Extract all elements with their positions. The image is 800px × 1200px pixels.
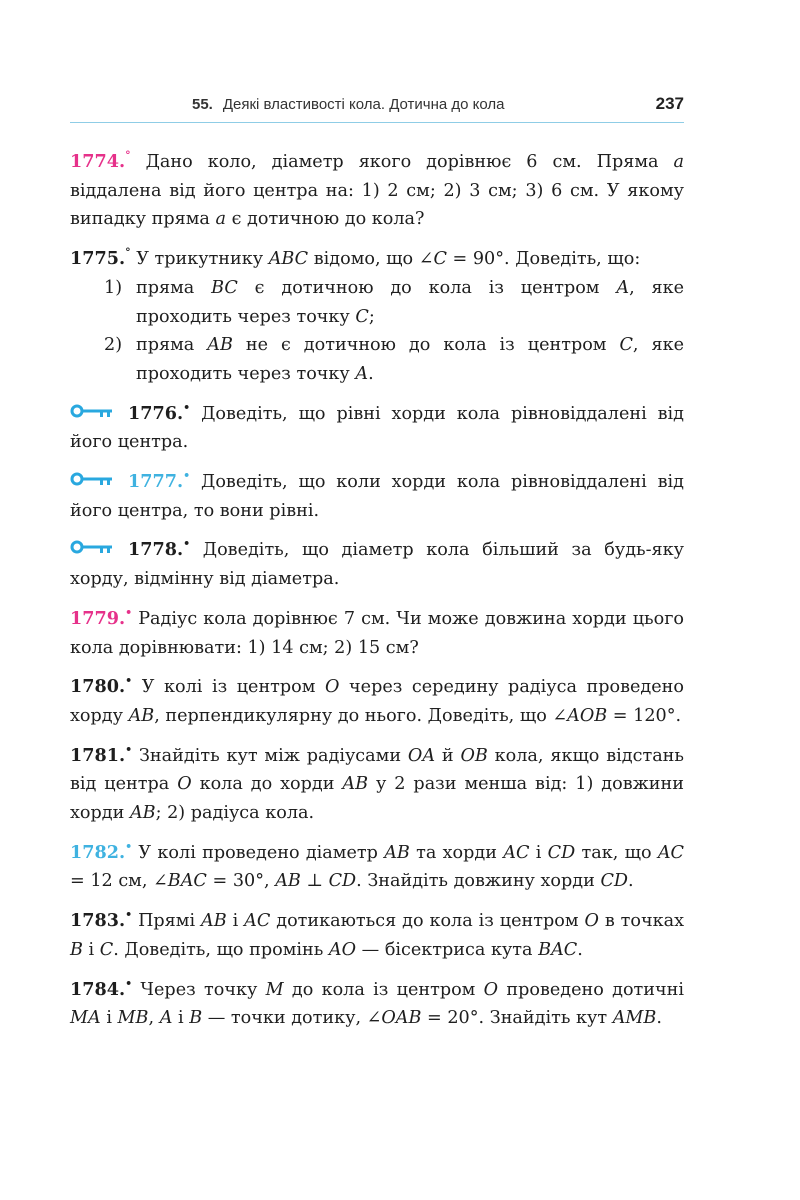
difficulty-mark: • <box>125 605 133 619</box>
problem-number: 1781. <box>70 744 126 766</box>
difficulty-mark: • <box>183 400 191 414</box>
problem-1775 <box>70 239 684 389</box>
problem-1778 <box>70 530 684 593</box>
subitem <box>70 331 684 388</box>
problem-number: 1777. <box>128 471 184 493</box>
problem-text: У трикутнику ABC відомо, що ∠C = 90°. Доведіть, що: <box>136 249 641 270</box>
problem-1774 <box>70 142 684 234</box>
problem-number: 1783. <box>70 910 126 932</box>
subitem-marker: 1) <box>104 277 123 298</box>
key-icon <box>70 535 114 549</box>
problem-text: У колі проведено діаметр AB та хорди AC і CD так, що AC = 12 см, ∠BAC = 30°, AB ⊥ CD. Знайдіть довжину хорди CD. <box>70 842 684 892</box>
subitem-list <box>70 274 684 389</box>
problem-1780 <box>70 667 684 730</box>
difficulty-mark: • <box>125 976 133 990</box>
difficulty-mark: • <box>183 537 191 551</box>
subitem-text: пряма BC є дотичною до кола із центром A, яке проходить через точку C; <box>136 277 685 327</box>
subitem <box>70 274 684 331</box>
problem-number: 1774. <box>70 151 126 172</box>
problem-number: 1782. <box>70 841 126 863</box>
problem-number: 1780. <box>70 676 126 698</box>
page-number: 237 <box>655 94 684 113</box>
problem-number: 1776. <box>128 402 184 424</box>
key-icon <box>70 467 114 481</box>
problem-1782 <box>70 833 684 896</box>
problem-text: Доведіть, що коли хорди кола рівновіддалені від його центра, то вони рівні. <box>70 472 684 521</box>
difficulty-mark: • <box>125 908 133 922</box>
difficulty-mark: • <box>183 469 191 483</box>
problem-1779 <box>70 599 684 662</box>
difficulty-mark: ° <box>125 149 131 162</box>
problem-text: У колі із центром O через середину радіуса проведено хорду AB, перпендикулярну до нього. Доведіть, що ∠AOB = 120°. <box>70 677 684 726</box>
problem-1776 <box>70 394 684 457</box>
section-title: Деякі властивості кола. Дотична до кола <box>222 96 505 113</box>
problem-text: Прямі AB і AC дотикаються до кола із центром O в точках B і C. Доведіть, що промінь AO — бісектриса кута BAC. <box>70 911 685 960</box>
problem-text: Знайдіть кут між радіусами OA й OB кола, якщо відстань від центра O кола до хорди AB у 2 рази менша від: 1) довжини хорди AB; 2) радіуса кола. <box>70 745 684 824</box>
problem-number: 1779. <box>70 607 126 629</box>
problem-list <box>70 142 684 1038</box>
subitem-marker: 2) <box>104 335 123 356</box>
section-number: 55. <box>192 96 213 113</box>
problem-text: Доведіть, що діаметр кола більший за будь-яку хорду, відмінну від діаметра. <box>70 540 684 590</box>
problem-number: 1784. <box>70 978 126 1000</box>
problem-1781 <box>70 736 684 828</box>
subitem-text: пряма AB не є дотичною до кола із центром C, яке проходить через точку A. <box>136 335 684 384</box>
difficulty-mark: • <box>125 674 133 688</box>
problem-1783 <box>70 901 684 964</box>
difficulty-mark: ° <box>125 246 131 260</box>
difficulty-mark: • <box>125 839 133 853</box>
problem-1777 <box>70 462 684 525</box>
key-icon <box>70 399 114 413</box>
difficulty-mark: • <box>125 742 133 756</box>
problem-1784 <box>70 970 684 1033</box>
section-heading <box>192 96 505 113</box>
problem-text: Дано коло, діаметр якого дорівнює 6 см. Пряма a віддалена від його центра на: 1) 2 см; 2) 3 см; 3) 6 см. У якому випадку пряма a є дотичною до кола? <box>70 152 684 230</box>
problem-text: Через точку M до кола із центром O проведено дотичні MA і MB, A і B — точки дотику, ∠OAB = 20°. Знайдіть кут AMB. <box>70 979 684 1029</box>
problem-number: 1775. <box>70 248 126 270</box>
problem-number: 1778. <box>128 539 184 561</box>
problem-text: Радіус кола дорівнює 7 см. Чи може довжина хорди цього кола дорівнювати: 1) 14 см; 2) 15 см? <box>70 608 684 658</box>
problem-text: Доведіть, що рівні хорди кола рівновіддалені від його центра. <box>70 403 684 453</box>
running-header <box>70 96 684 123</box>
